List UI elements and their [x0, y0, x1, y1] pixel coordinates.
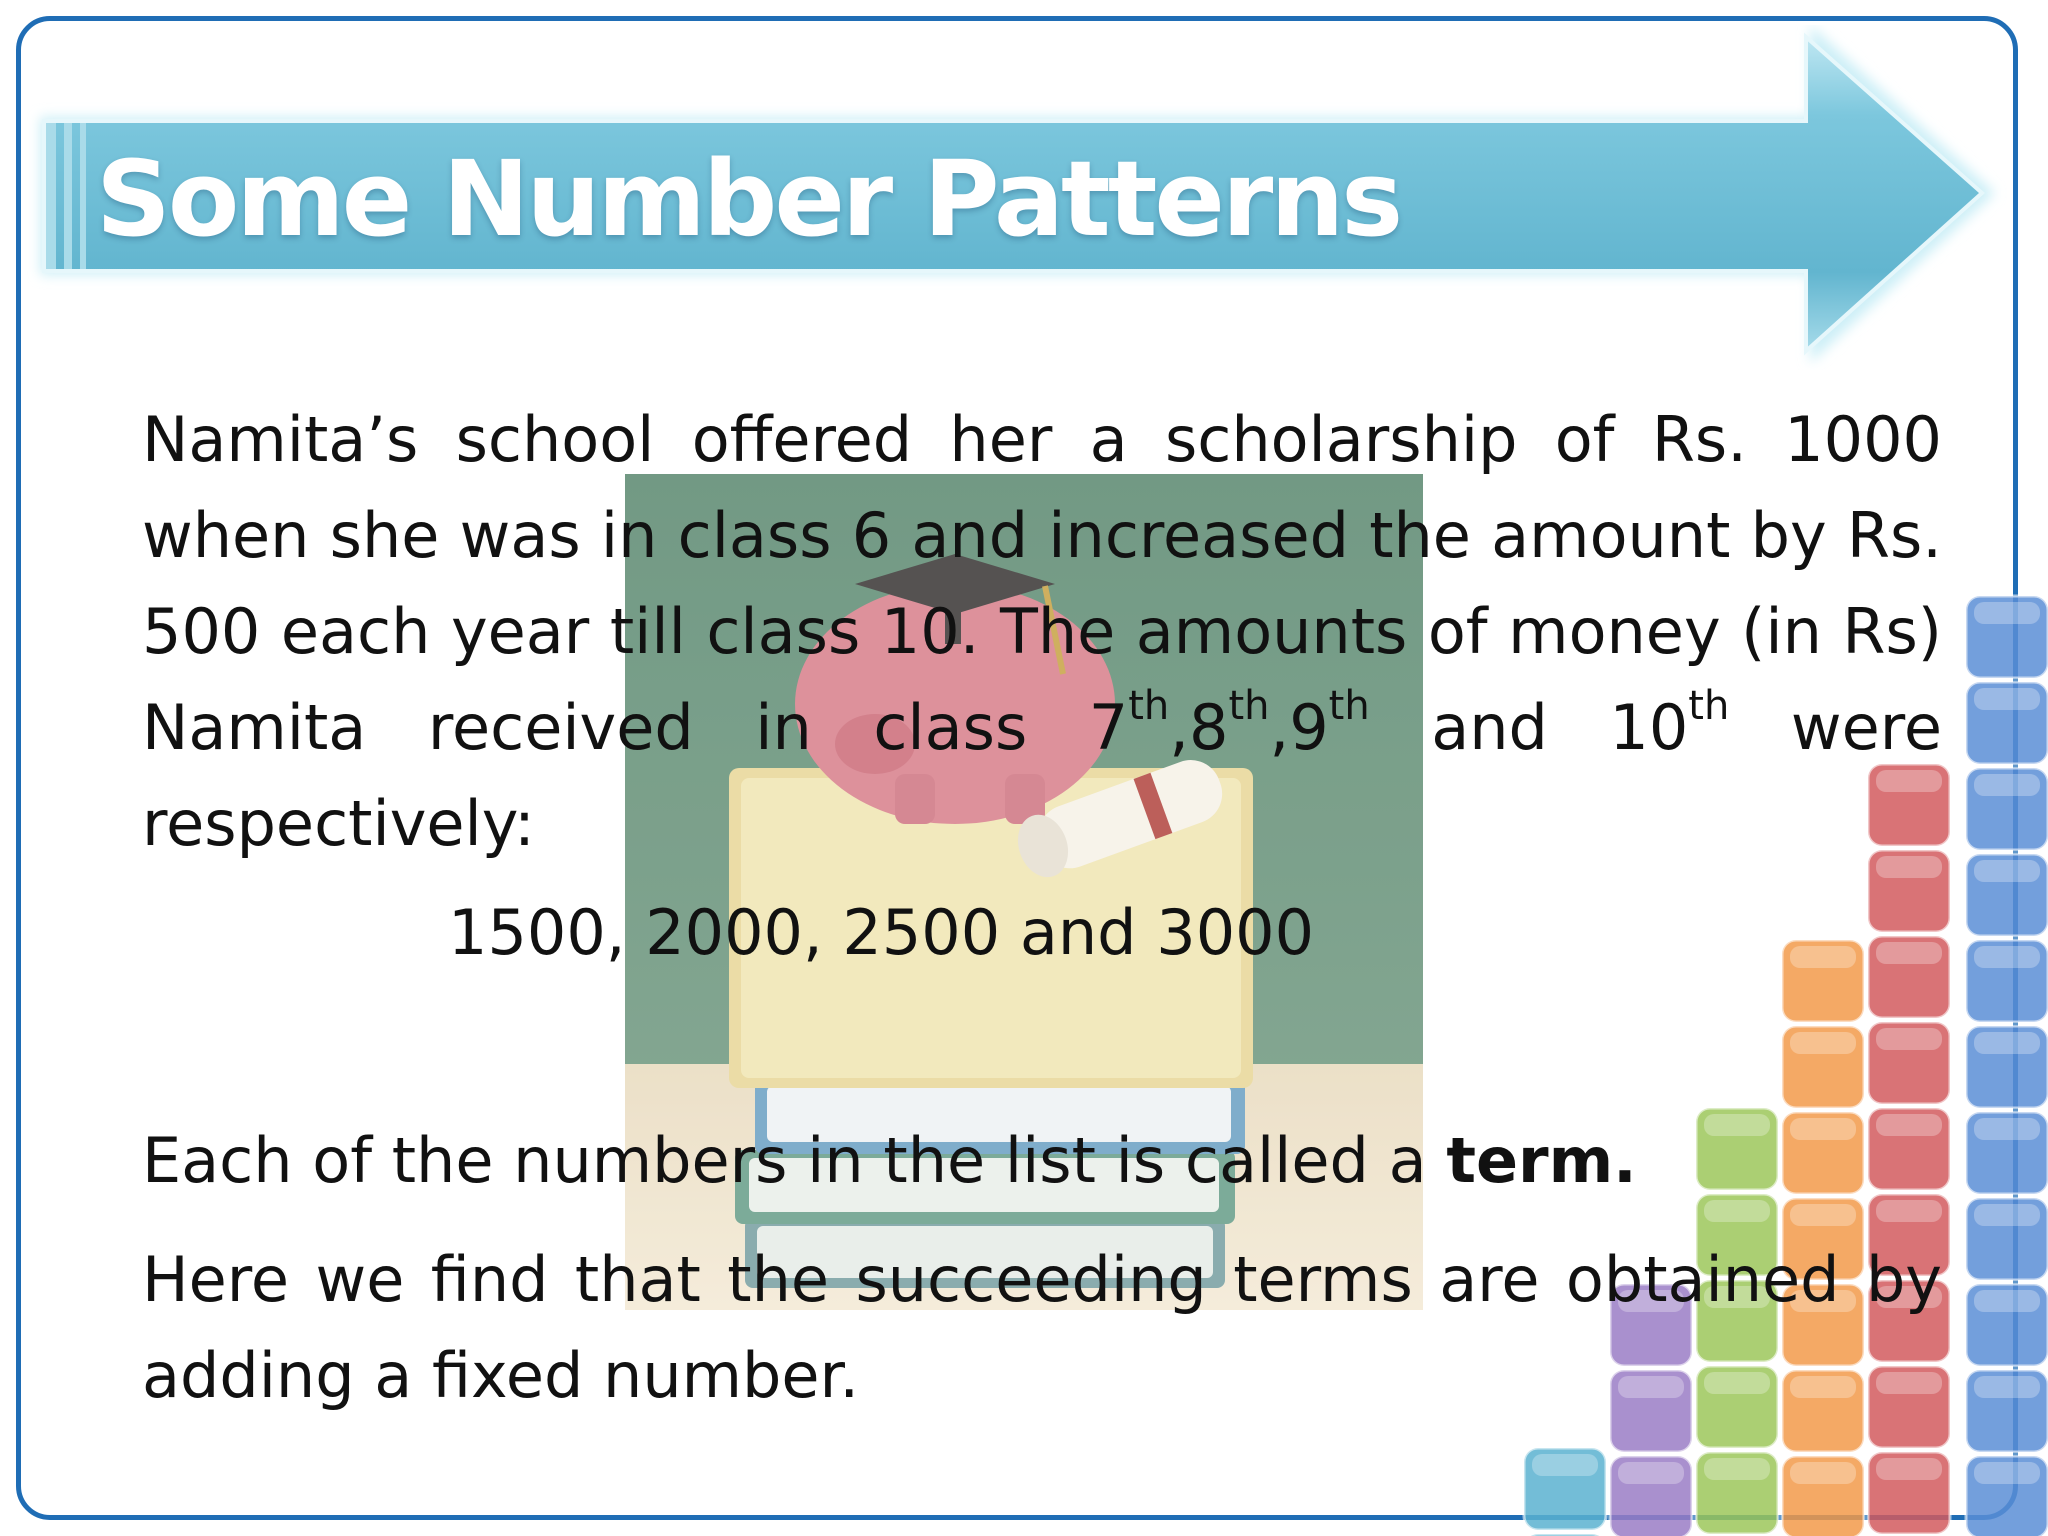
bar-block-highlight	[1876, 1458, 1942, 1480]
bar-block-highlight	[1974, 1032, 2040, 1054]
bar-block-highlight	[1974, 1462, 2040, 1484]
bar-block-highlight	[1876, 1200, 1942, 1222]
bar-block-highlight	[1974, 1376, 2040, 1398]
term-definition: Each of the numbers in the list is called a term.	[142, 1124, 1637, 1197]
bar-block-highlight	[1974, 946, 2040, 968]
bar-block-highlight	[1974, 774, 2040, 796]
bar-block-highlight	[1974, 1290, 2040, 1312]
term-keyword: term.	[1446, 1124, 1637, 1197]
bar-block-highlight	[1876, 1114, 1942, 1136]
bar-block-highlight	[1974, 860, 2040, 882]
bar-block-highlight	[1704, 1114, 1770, 1136]
bar-block-highlight	[1974, 1204, 2040, 1226]
amount-sequence: 1500, 2000, 2500 and 3000	[448, 896, 1315, 969]
bar-block-highlight	[1974, 602, 2040, 624]
bar-block-highlight	[1704, 1458, 1770, 1480]
bar-block-highlight	[1704, 1200, 1770, 1222]
bar-block-highlight	[1532, 1454, 1598, 1476]
slide-title: Some Number Patterns	[96, 138, 1401, 260]
bar-block-highlight	[1974, 688, 2040, 710]
bar-block-highlight	[1790, 1118, 1856, 1140]
scholarship-paragraph: Namita’s school offered her a scholarship of Rs. 1000 when she was in class 6 and increased the amount by Rs. 500 each year till class 10. The amounts of money (in Rs) Namita received in class 7th,8th,9th and 10th were respectively:	[142, 403, 1943, 860]
conclusion-text: Here we find that the succeeding terms are obtained by adding a fixed number.	[142, 1243, 1942, 1412]
superscript-th: th	[1328, 683, 1370, 729]
superscript-th: th	[1228, 683, 1270, 729]
bar-block-highlight	[1790, 1462, 1856, 1484]
bar-block-highlight	[1974, 1118, 2040, 1140]
superscript-th: th	[1688, 683, 1730, 729]
bar-block-highlight	[1876, 1028, 1942, 1050]
bar-block-highlight	[1790, 946, 1856, 968]
superscript-th: th	[1128, 683, 1170, 729]
bar-block-highlight	[1618, 1462, 1684, 1484]
bar-block-highlight	[1876, 942, 1942, 964]
bar-block-highlight	[1790, 1204, 1856, 1226]
bar-block-highlight	[1790, 1032, 1856, 1054]
